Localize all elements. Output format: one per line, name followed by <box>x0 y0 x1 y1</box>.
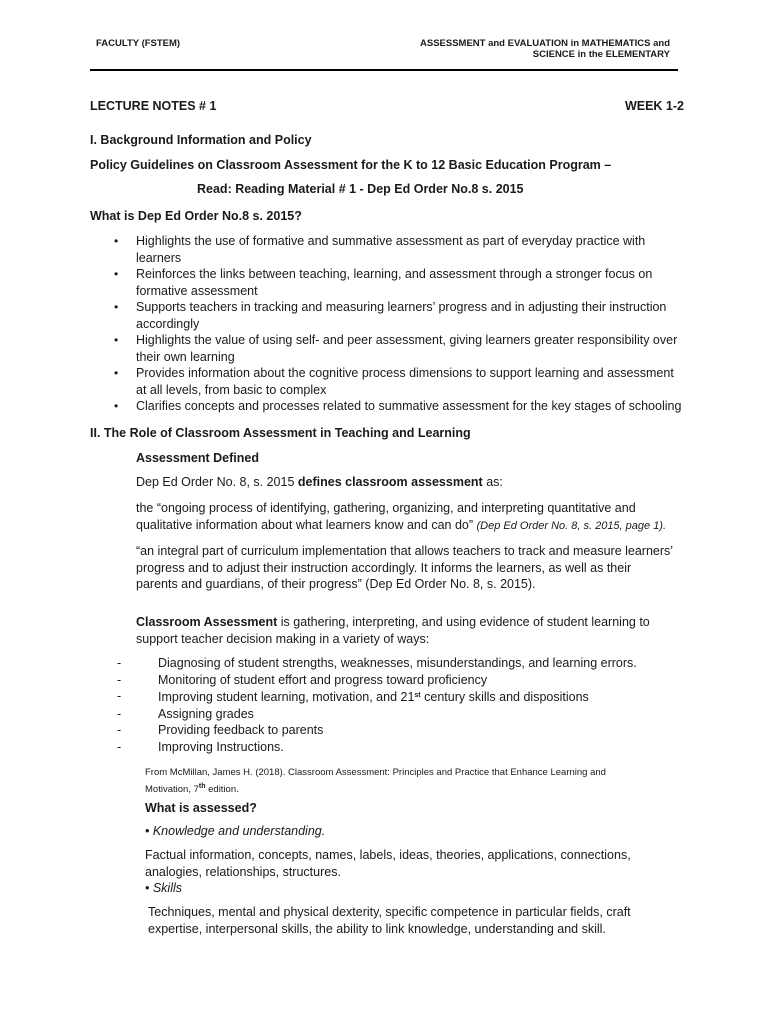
list-item: • Supports teachers in tracking and measuring learners’ progress and in adjusting their instruction accordingly <box>112 299 682 332</box>
classroom-assessment-text: is gathering, interpreting, and using evidence of student learning to support teacher decision making in a variety of ways: <box>136 615 650 646</box>
lecture-title: LECTURE NOTES # 1 <box>90 99 217 113</box>
assessment-defined-heading: Assessment Defined <box>136 451 259 465</box>
classroom-assessment-paragraph <box>136 614 676 647</box>
section2-heading: II. The Role of Classroom Assessment in Teaching and Learning <box>90 426 471 440</box>
superscript-st: st <box>414 692 421 699</box>
list-item: • Clarifies concepts and processes related to summative assessment for the key stages of schooling <box>112 398 682 415</box>
list-item: - Assigning grades <box>117 706 677 723</box>
list-item: - Providing feedback to parents <box>117 722 677 739</box>
header-course-line2: SCIENCE in the ELEMENTARY <box>532 49 670 60</box>
knowledge-heading: • Knowledge and understanding. <box>145 824 326 838</box>
superscript-th: th <box>198 783 206 790</box>
header-faculty: FACULTY (FSTEM) <box>96 38 181 49</box>
quote-1-citation: (Dep Ed Order No. 8, s. 2015, page 1). <box>476 519 667 532</box>
list-item: • Highlights the value of using self- and peer assessment, giving learners greater responsibility over their own learning <box>112 332 682 365</box>
definition-suffix: as: <box>482 475 503 489</box>
list-item: - Diagnosing of student strengths, weaknesses, misunderstandings, and learning errors. <box>117 655 677 672</box>
definition-quote-1 <box>136 500 676 534</box>
depEd-question: What is Dep Ed Order No.8 s. 2015? <box>90 209 302 223</box>
section1-heading: I. Background Information and Policy <box>90 133 312 147</box>
source-citation <box>145 766 665 797</box>
list-item <box>117 688 677 706</box>
source-line-2b: edition. <box>205 784 239 795</box>
list-item: - Improving Instructions. <box>117 739 677 756</box>
what-assessed-heading: What is assessed? <box>145 801 257 815</box>
quote-1-text: the “ongoing process of identifying, gathering, organizing, and interpreting quantitative and qualitative information about what learners know and can do” <box>136 501 636 532</box>
skills-heading: • Skills <box>145 881 183 895</box>
list-item: • Provides information about the cognitive process dimensions to support learning and assessment at all levels, from basic to complex <box>112 365 682 398</box>
list-item: • Reinforces the links between teaching, learning, and assessment through a stronger focus on formative assessment <box>112 266 682 299</box>
header-course-line1: ASSESSMENT and EVALUATION in MATHEMATICS and <box>420 38 670 49</box>
list-item-text: Improving student learning, motivation, and 21 <box>158 690 415 704</box>
list-item: - Monitoring of student effort and progress toward proficiency <box>117 672 677 689</box>
classroom-assessment-term: Classroom Assessment <box>136 615 278 629</box>
definition-bold: defines classroom assessment <box>297 475 483 489</box>
depEd-bullet-list <box>112 233 682 415</box>
reading-material: Read: Reading Material # 1 - Dep Ed Order No.8 s. 2015 <box>197 182 524 196</box>
definition-quote-2: “an integral part of curriculum implementation that allows teachers to track and measure learners’ progress and to adjust their instruction accordingly. It informs the learners, as well as their parents and guardians, of their progress” (Dep Ed Order No. 8, s. 2015). <box>136 544 673 591</box>
skills-description: Techniques, mental and physical dexterity, specific competence in particular fields, craft expertise, interpersonal skills, the ability to link knowledge, understanding and skill. <box>148 905 631 936</box>
assessment-uses-list <box>117 655 677 755</box>
source-line-1: From McMillan, James H. (2018). Classroom Assessment: Principles and Practice that Enhance Learning and <box>145 767 606 778</box>
list-item: • Highlights the use of formative and summative assessment as part of everyday practice with learners <box>112 233 682 266</box>
definition-prefix: Dep Ed Order No. 8, s. 2015 <box>136 475 298 489</box>
source-line-2a: Motivation, 7 <box>145 784 199 795</box>
list-item-tail: century skills and dispositions <box>420 690 589 704</box>
policy-guidelines: Policy Guidelines on Classroom Assessment for the K to 12 Basic Education Program – <box>90 158 612 172</box>
source-line-2 <box>145 780 665 797</box>
header-course-title <box>420 38 670 60</box>
definition-line <box>136 475 503 489</box>
knowledge-description: Factual information, concepts, names, labels, ideas, theories, applications, connections, analogies, relationships, structures. <box>145 848 631 879</box>
header-divider <box>90 69 678 71</box>
week-label: WEEK 1-2 <box>624 99 684 113</box>
